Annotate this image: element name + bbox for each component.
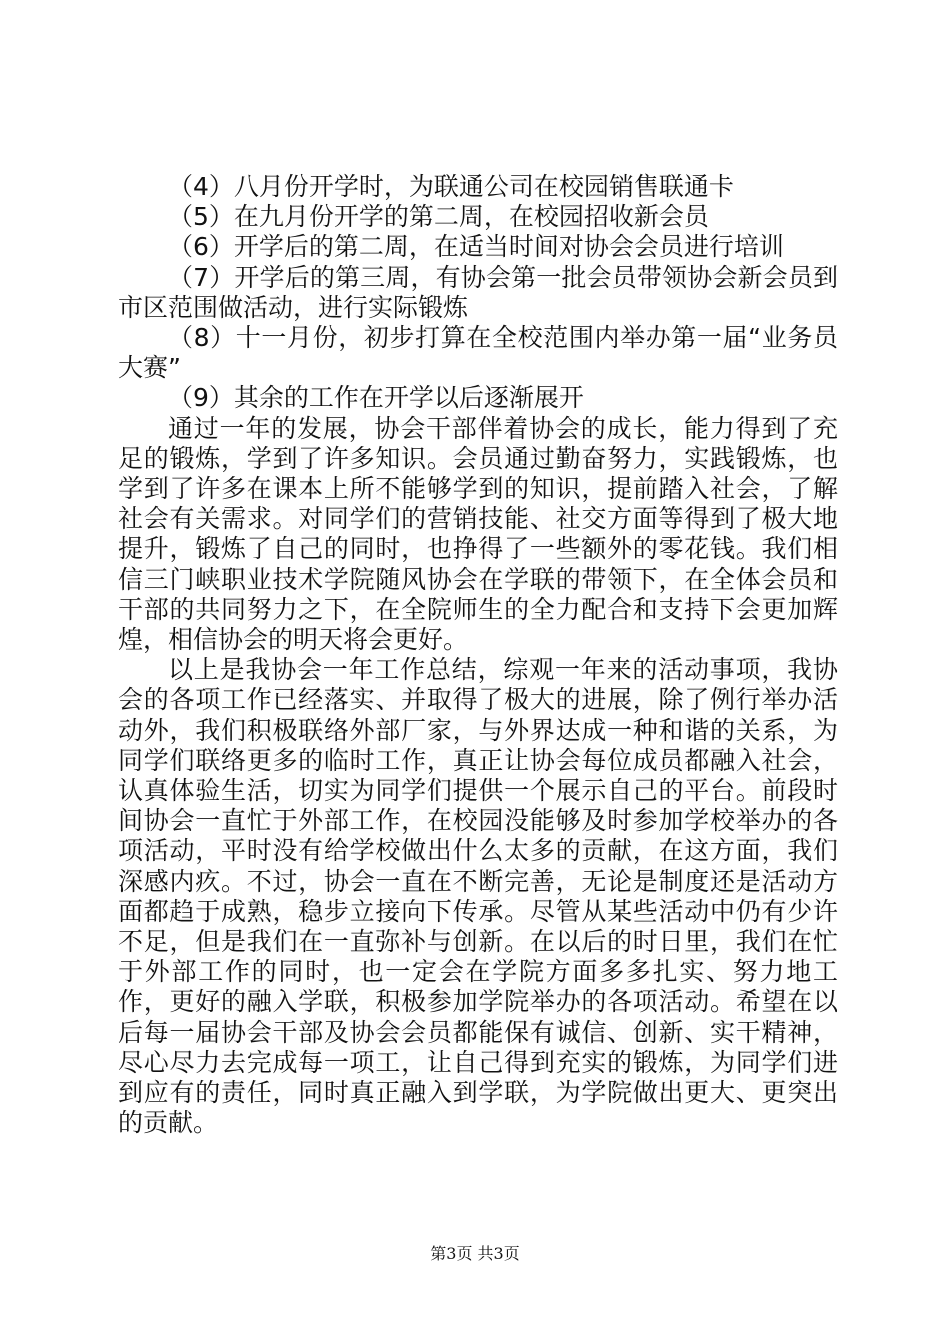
- list-item: （4）八月份开学时，为联通公司在校园销售联通卡: [168, 172, 734, 201]
- page-number-footer: 第3页 共3页: [430, 1244, 520, 1263]
- list-item: （8）十一月份，初步打算在全校范围内举办第一届“业务员大赛”: [118, 323, 838, 383]
- list-item: （7）开学后的第三周，有协会第一批会员带领协会新会员到市区范围做活动，进行实际锻炼: [118, 262, 838, 322]
- body-paragraph: 通过一年的发展，协会干部伴着协会的成长，能力得到了充足的锻炼，学到了许多知识。会员通过勤奋努力，实践锻炼，也学到了许多在课本上所不能够学到的知识，提前踏入社会，了解社会有关需求。对同学们的营销技能、社交方面等得到了极大地提升，锻炼了自己的同时，也挣得了一些额外的零花钱。我们相信三门峡职业技术学院随风协会在学联的带领下，在全体会员和干部的共同努力之下，在全院师生的全力配合和支持下会更加辉煌，相信协会的明天将会更好。: [118, 413, 838, 655]
- list-item: （9）其余的工作在开学以后逐渐展开: [168, 383, 584, 413]
- document-body: [118, 172, 838, 1139]
- list-item: （5）在九月份开学的第二周，在校园招收新会员: [168, 202, 709, 232]
- list-item: （6）开学后的第二周，在适当时间对协会会员进行培训: [168, 232, 784, 262]
- body-paragraph: 以上是我协会一年工作总结，综观一年来的活动事项，我协会的各项工作已经落实、并取得了极大的进展，除了例行举办活动外，我们积极联络外部厂家，与外界达成一种和谐的关系，为同学们联络更多的临时工作，真正让协会每位成员都融入社会，认真体验生活，切实为同学们提供一个展示自己的平台。前段时间协会一直忙于外部工作，在校园没能够及时参加学校举办的各项活动，平时没有给学校做出什么太多的贡献，在这方面，我们深感内疚。不过，协会一直在不断完善，无论是制度还是活动方面都趋于成熟，稳步立接向下传承。尽管从某些活动中仍有少许不足，但是我们在一直弥补与创新。在以后的时日里，我们在忙于外部工作的同时，也一定会在学院方面多多扎实、努力地工作，更好的融入学联，积极参加学院举办的各项活动。希望在以后每一届协会干部及协会会员都能保有诚信、创新、实干精神，尽心尽力去完成每一项工，让自己得到充实的锻炼，为同学们进到应有的责任，同时真正融入到学联，为学院做出更大、更突出的贡献。: [118, 655, 838, 1138]
